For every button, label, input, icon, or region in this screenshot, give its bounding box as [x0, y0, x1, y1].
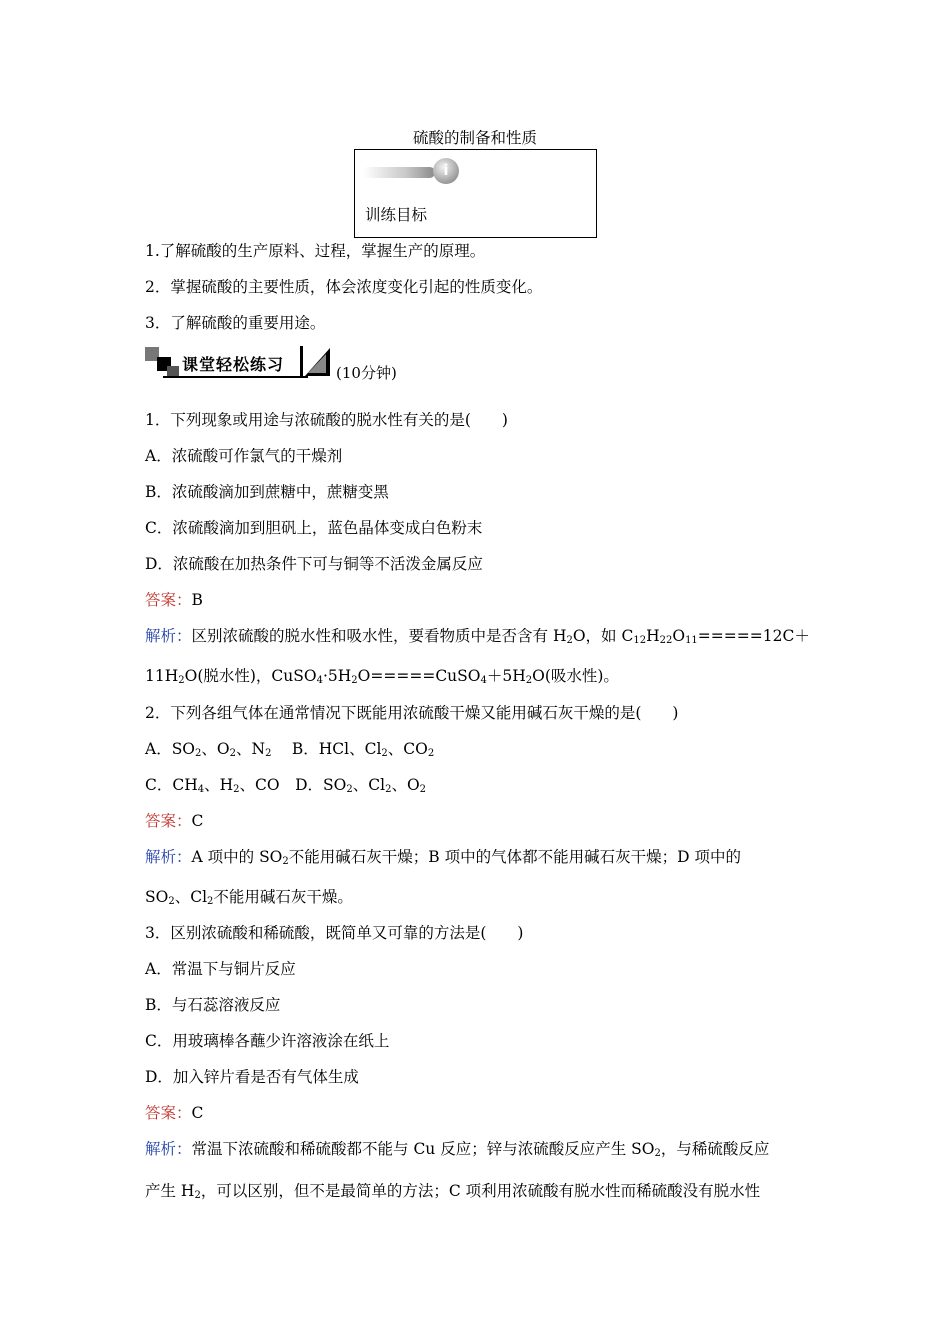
analysis-line: 解析：常温下浓硫酸和稀硫酸都不能与 Cu 反应；锌与浓硫酸反应产生 $SO_2$，与稀硫酸反应 — [145, 1140, 770, 1159]
analysis-line: $SO_2$、$Cl_2$不能用碱石灰干燥。 — [145, 888, 353, 907]
section-title: 课堂轻松练习 — [182, 355, 285, 374]
option-b: B．浓硫酸滴加到蔗糖中，蔗糖变黑 — [145, 483, 389, 501]
option-b: B．与石蕊溶液反应 — [145, 996, 281, 1014]
answer-value: B — [191, 591, 203, 609]
option-ab: A．$SO_2$、$O_2$、$N_2$ B．HCl、$Cl_2$、$CO_2$ — [145, 740, 435, 759]
option-c: C．浓硫酸滴加到胆矾上，蓝色晶体变成白色粉末 — [145, 519, 483, 537]
analysis-label: 解析： — [145, 848, 192, 866]
goal-item: 2．掌握硫酸的主要性质，体会浓度变化引起的性质变化。 — [145, 278, 543, 296]
page-title: 硫酸的制备和性质 — [412, 129, 537, 147]
goal-item: 3．了解硫酸的重要用途。 — [145, 314, 326, 332]
section-time: (10分钟) — [336, 364, 397, 382]
analysis-line: 产生 $H_2$，可以区别，但不是最简单的方法；C 项利用浓硫酸有脱水性而稀硫酸没有脱水性 — [145, 1182, 761, 1201]
analysis-line: 解析：区别浓硫酸的脱水性和吸水性，要看物质中是否含有 $H_2O$，如 $C_{12}H_{22}O_{11}=====12C+$ — [145, 627, 810, 646]
goal-item: 1.了解硫酸的生产原料、过程，掌握生产的原理。 — [145, 242, 486, 260]
answer-label: 答案： — [145, 591, 192, 609]
answer-line — [145, 811, 203, 831]
analysis-line: $11H_2O$(脱水性)，$CuSO_4\cdot 5H_2O=====CuSO_4+5H_2O$(吸水性)。 — [145, 667, 619, 686]
banner-triangle-icon — [300, 346, 330, 378]
option-d: D．加入锌片看是否有气体生成 — [145, 1068, 359, 1086]
answer-label: 答案： — [145, 1104, 192, 1122]
option-c: C．用玻璃棒各蘸少许溶液涂在纸上 — [145, 1032, 390, 1050]
answer-line — [145, 1103, 203, 1123]
option-d: D．浓硫酸在加热条件下可与铜等不活泼金属反应 — [145, 555, 483, 573]
info-icon: i — [433, 158, 459, 184]
answer-line — [145, 590, 203, 610]
question-stem: 3．区别浓硫酸和稀硫酸，既简单又可靠的方法是( ) — [145, 924, 524, 942]
analysis-label: 解析： — [145, 627, 192, 645]
option-a: A．常温下与铜片反应 — [145, 960, 296, 978]
answer-label: 答案： — [145, 812, 192, 830]
answer-value: C — [191, 1104, 204, 1122]
analysis-line: 解析：A 项中的 $SO_2$不能用碱石灰干燥；B 项中的气体都不能用碱石灰干燥；D 项中的 — [145, 848, 741, 867]
goal-label: 训练目标 — [365, 206, 428, 224]
option-a: A．浓硫酸可作氯气的干燥剂 — [145, 447, 343, 465]
answer-value: C — [191, 812, 204, 830]
training-goal-box — [354, 149, 597, 238]
question-stem: 2．下列各组气体在通常情况下既能用浓硫酸干燥又能用碱石灰干燥的是( ) — [145, 704, 679, 722]
banner-underline — [163, 376, 308, 378]
option-cd: C．$CH_4$、$H_2$、CO D．$SO_2$、$Cl_2$、$O_2$ — [145, 776, 427, 795]
decorative-bar — [363, 167, 435, 178]
question-stem: 1．下列现象或用途与浓硫酸的脱水性有关的是( ) — [145, 411, 508, 429]
analysis-label: 解析： — [145, 1140, 192, 1158]
